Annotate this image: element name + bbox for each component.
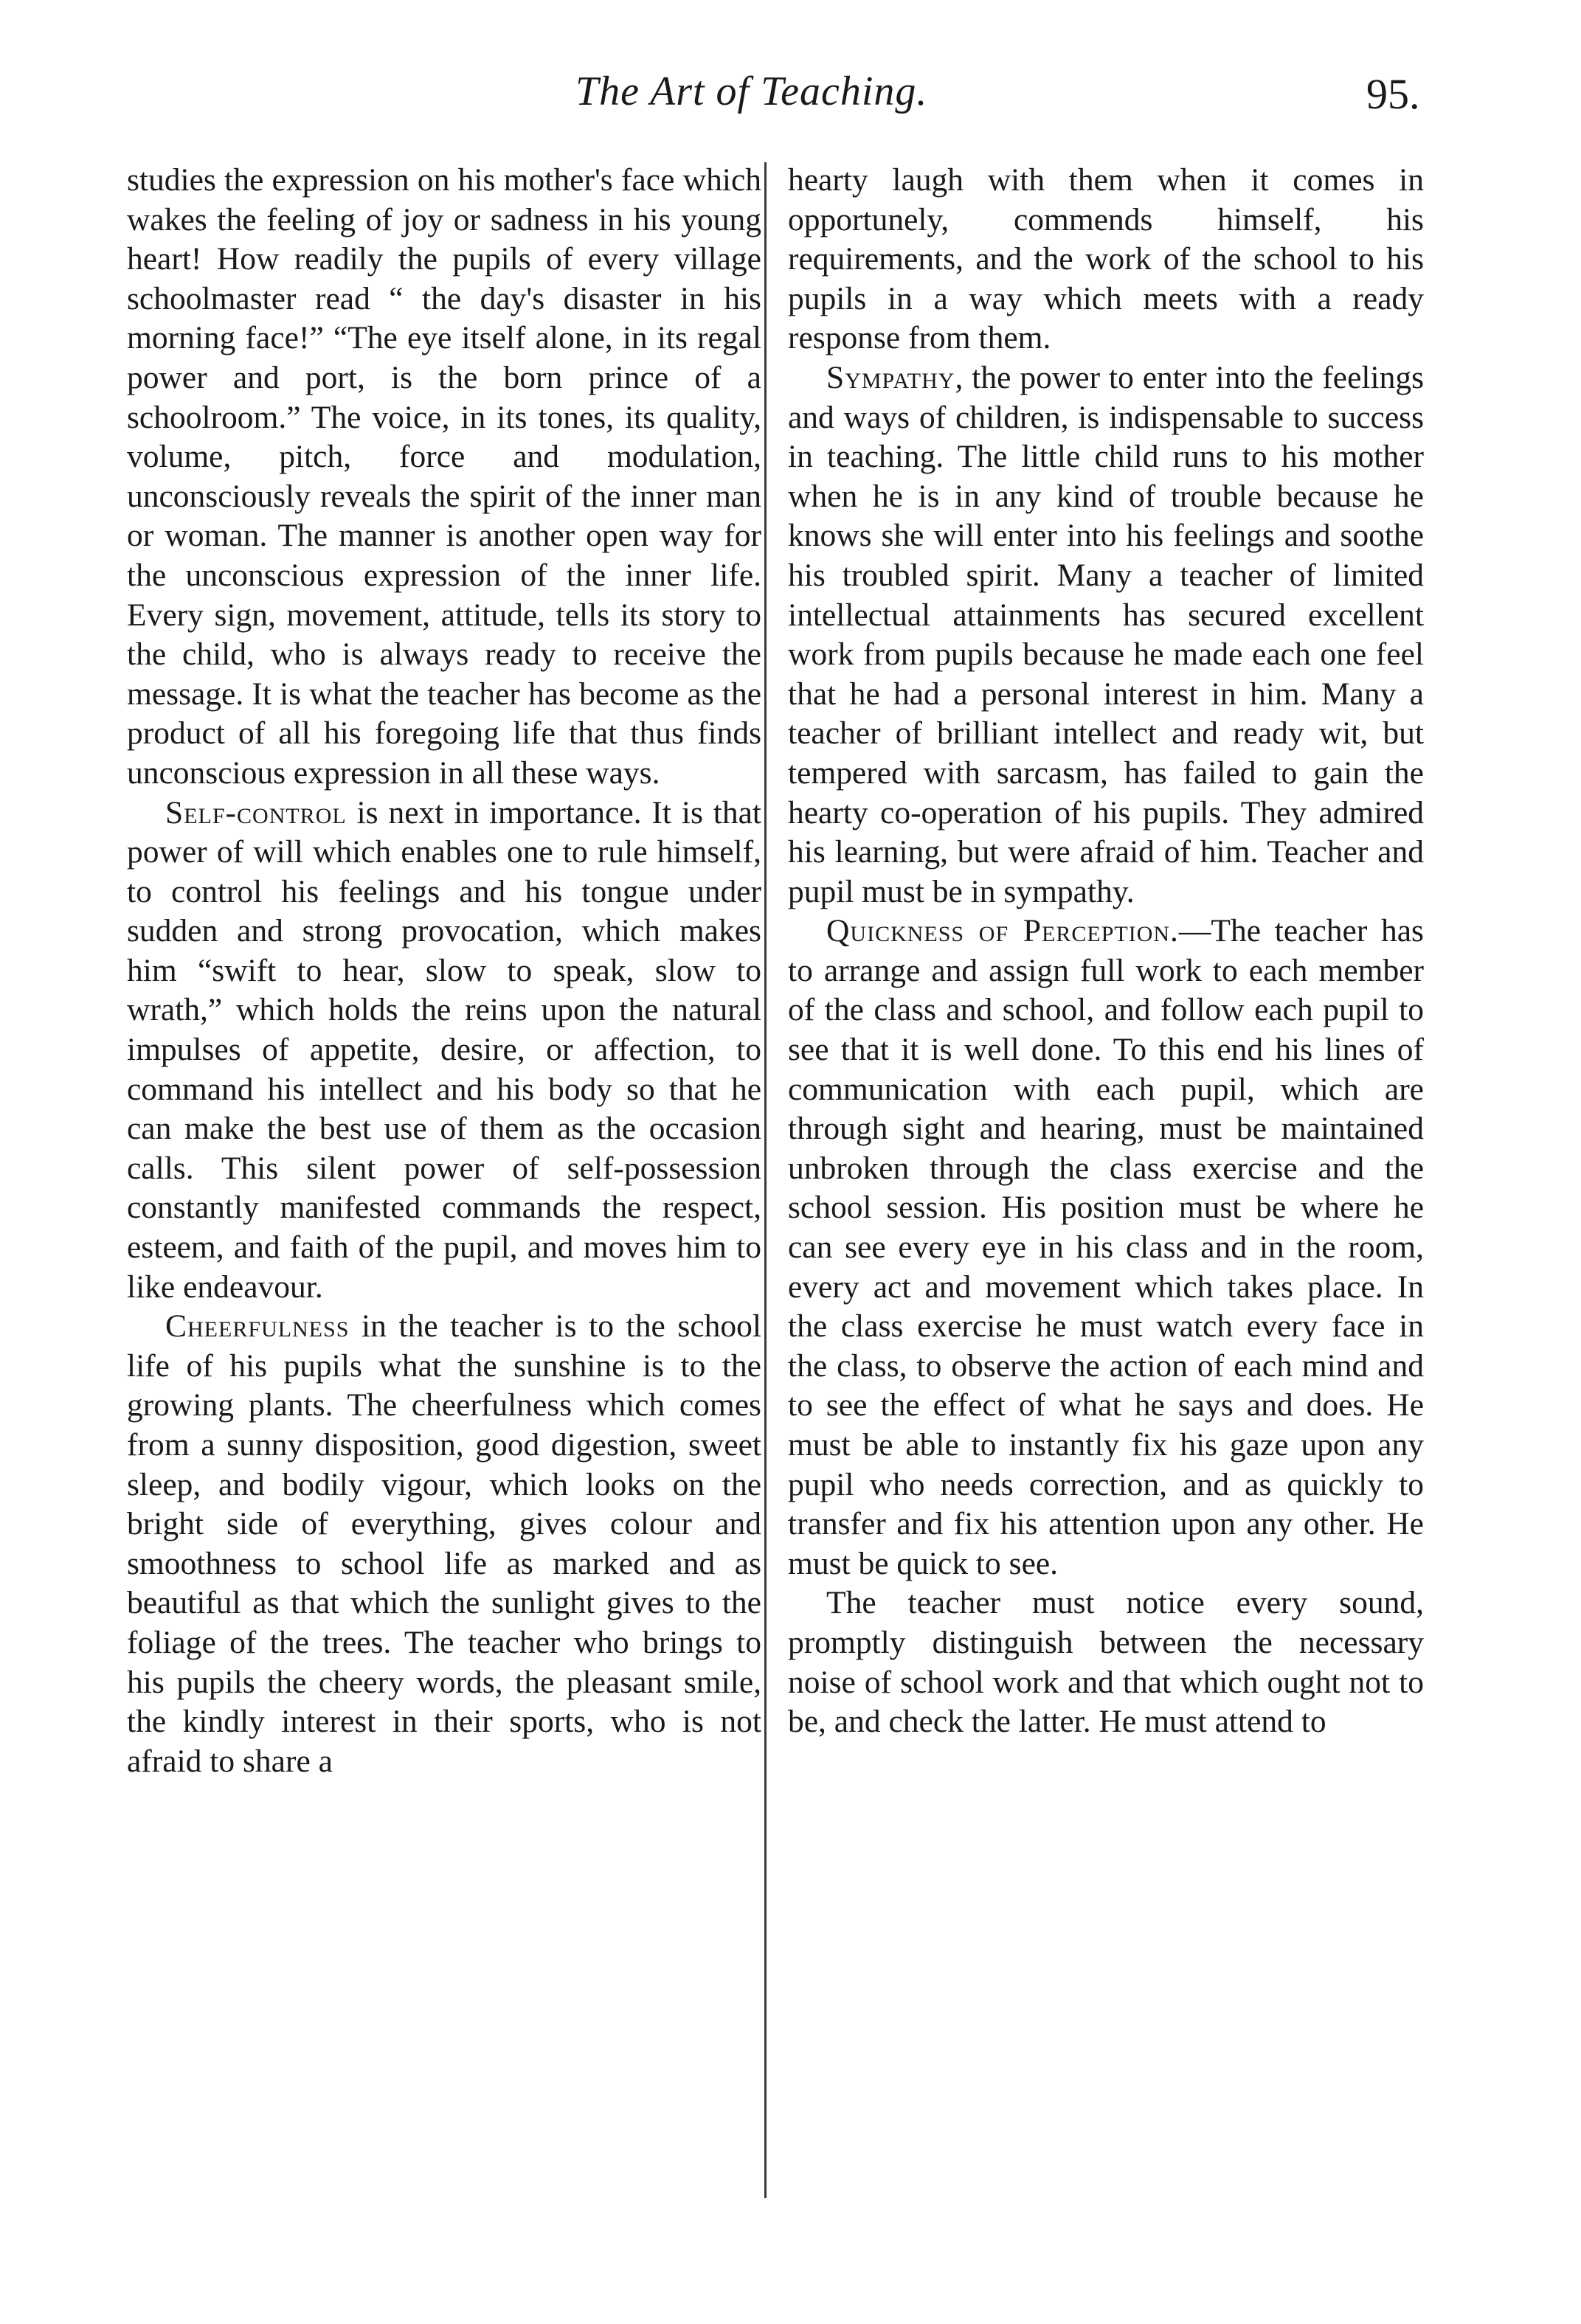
paragraph-sympathy xyxy=(788,358,1424,912)
left-column xyxy=(127,161,761,2248)
paragraph-text: hearty laugh with them when it comes in opportunely, commends himself, his requirements, and the work of the school to his pupils in a way which meets with a ready response from them. xyxy=(788,162,1424,356)
paragraph-quickness-of-perception xyxy=(788,912,1424,1584)
running-head xyxy=(0,68,1581,127)
paragraph-cheerfulness xyxy=(127,1307,761,1781)
column-divider xyxy=(764,162,767,2198)
paragraph-continuation xyxy=(788,161,1424,358)
paragraph-self-control xyxy=(127,794,761,1308)
paragraph-text: —The teacher has to arrange and assign full work to each member of the class and school, and follow each pupil to see that it is well done. To this end his lines of communication with each pupil, which are through sight and hearing, must be maintained unbroken through the class exercise and the school session. His position must be where he can see every eye in his class and in the room, every act and movement which takes place. In the class exercise he must watch every face in the class, to observe the action of each mind and to see the effect of what he says and does. He must be able to instantly fix his gaze upon any pupil who needs correction, and as quickly to transfer and fix his attention upon any other. He must be quick to see. xyxy=(788,913,1424,1581)
section-heading-self-control: Self-control xyxy=(165,794,347,830)
paragraph-text: studies the expression on his mother's face which wakes the feeling of joy or sadness in his young heart! How readily the pupils of every village schoolmaster read “ the day's disaster in his morning face!” “The eye itself alone, in its regal power and port, is the born prince of a schoolroom.” The voice, in its tones, its quality, volume, pitch, force and modulation, unconsciously reveals the spirit of the inner man or woman. The manner is another open way for the unconscious expression of the inner life. Every sign, movement, attitude, tells its story to the child, who is always ready to receive the message. It is what the teacher has become as the product of all his foregoing life that thus finds unconscious expression in all these ways. xyxy=(127,162,761,791)
section-heading-sympathy: Sympathy xyxy=(826,359,955,395)
paragraph-text: is next in importance. It is that power of will which enables one to rule himself, to control his feelings and his tongue under sudden and strong provocation, which makes him “swift to hear, slow to speak, slow to wrath,” which holds the reins upon the natural impulses of appetite, desire, or affection, to command his intellect and his body so that he can make the best use of them as the occasion calls. This silent power of self-possession constantly manifested commands the respect, esteem, and faith of the pupil, and moves him to like endeavour. xyxy=(127,794,761,1305)
paragraph-text: , the power to enter into the feelings and ways of children, is indispensable to success in teaching. The little child runs to his mother when he is in any kind of trouble because he knows she will enter into his feelings and soothe his troubled spirit. Many a teacher of limited intellectual attainments has secured excellent work from pupils because he made each one feel that he had a personal interest in him. Many a teacher of brilliant intellect and ready wit, but tempered with sarcasm, has failed to gain the hearty co-operation of his pupils. They admired his learning, but were afraid of him. Teacher and pupil must be in sympathy. xyxy=(788,359,1424,909)
paragraph-sound xyxy=(788,1584,1424,1741)
paragraph-continuation xyxy=(127,161,761,794)
page-number: 95. xyxy=(1366,70,1420,118)
paragraph-text: in the teacher is to the school life of his pupils what the sunshine is to the growing plants. The cheerfulness which comes from a sunny disposition, good digestion, sweet sleep, and bodily vigour, which looks on the bright side of everything, gives colour and smoothness to school life as marked and as beautiful as that which the sunlight gives to the foliage of the trees. The teacher who brings to his pupils the cheery words, the pleasant smile, the kindly interest in their sports, who is not afraid to share a xyxy=(127,1308,761,1779)
section-heading-quickness-of-perception: Quickness of Perception. xyxy=(826,913,1179,949)
running-title: The Art of Teaching. xyxy=(575,69,928,114)
right-column xyxy=(788,161,1424,2248)
section-heading-cheerfulness: Cheerfulness xyxy=(165,1308,350,1345)
paragraph-text: The teacher must notice every sound, promptly distinguish between the necessary noise of school work and that which ought not to be, and check the latter. He must attend to xyxy=(788,1585,1424,1740)
